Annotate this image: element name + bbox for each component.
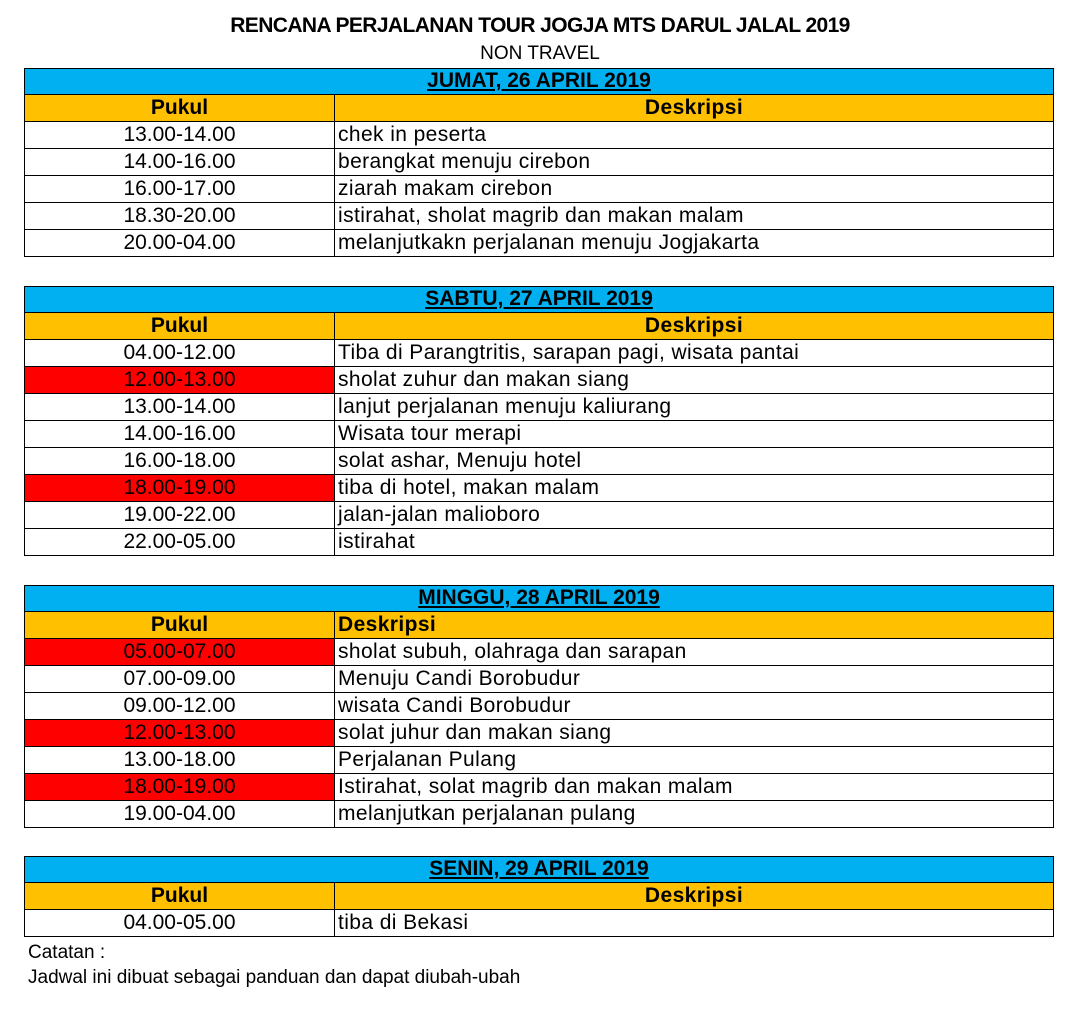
desc-cell: Perjalanan Pulang <box>338 748 517 771</box>
desc-cell: Tiba di Parangtritis, sarapan pagi, wisata pantai <box>338 341 800 364</box>
desc-cell: lanjut perjalanan menuju kaliurang <box>338 395 672 418</box>
table-row <box>24 122 1054 149</box>
table-row <box>24 394 1054 421</box>
desc-cell: tiba di hotel, makan malam <box>338 476 600 499</box>
time-cell: 07.00-09.00 <box>25 666 335 692</box>
table-row <box>24 774 1054 801</box>
time-cell: 18.30-20.00 <box>25 203 335 229</box>
page-title: RENCANA PERJALANAN TOUR JOGJA MTS DARUL JALAL 2019 <box>230 14 850 37</box>
desc-cell: istirahat <box>338 530 416 553</box>
time-cell: 19.00-04.00 <box>25 801 335 827</box>
table-row <box>24 639 1054 666</box>
table-row <box>24 367 1054 394</box>
time-cell: 13.00-14.00 <box>25 122 335 148</box>
column-header-time: Pukul <box>25 95 335 121</box>
day-heading: MINGGU, 28 APRIL 2019 <box>24 585 1054 612</box>
column-header-row <box>24 313 1054 340</box>
desc-cell: Wisata tour merapi <box>338 422 522 445</box>
note-text: Jadwal ini dibuat sebagai panduan dan dapat diubah-ubah <box>28 967 521 988</box>
day-heading: SABTU, 27 APRIL 2019 <box>24 286 1054 313</box>
table-row <box>24 230 1054 257</box>
desc-cell: wisata Candi Borobudur <box>338 694 571 717</box>
day-table-sabtu <box>24 286 1054 556</box>
column-header-desc: Deskripsi <box>644 96 744 119</box>
table-row <box>24 340 1054 367</box>
desc-cell: solat juhur dan makan siang <box>338 721 612 744</box>
desc-cell: tiba di Bekasi <box>338 911 469 934</box>
desc-cell: melanjutkan perjalanan pulang <box>338 802 636 825</box>
desc-cell: berangkat menuju cirebon <box>338 150 591 173</box>
table-row <box>24 203 1054 230</box>
table-row <box>24 176 1054 203</box>
table-row <box>24 666 1054 693</box>
time-cell: 09.00-12.00 <box>25 693 335 719</box>
table-row <box>24 693 1054 720</box>
desc-cell: melanjutkakn perjalanan menuju Jogjakarta <box>338 231 760 254</box>
column-header-row <box>24 612 1054 639</box>
desc-cell: solat ashar, Menuju hotel <box>338 449 582 472</box>
table-row <box>24 448 1054 475</box>
day-table-jumat <box>24 68 1054 257</box>
time-cell-highlighted: 18.00-19.00 <box>25 475 335 501</box>
time-cell-highlighted: 12.00-13.00 <box>25 367 335 393</box>
time-cell: 13.00-18.00 <box>25 747 335 773</box>
desc-cell: ziarah makam cirebon <box>338 177 553 200</box>
day-heading: SENIN, 29 APRIL 2019 <box>24 856 1054 883</box>
time-cell: 04.00-12.00 <box>25 340 335 366</box>
column-header-time: Pukul <box>25 612 335 638</box>
time-cell: 13.00-14.00 <box>25 394 335 420</box>
time-cell: 16.00-18.00 <box>25 448 335 474</box>
table-row <box>24 502 1054 529</box>
table-row <box>24 747 1054 774</box>
column-header-time: Pukul <box>25 313 335 339</box>
desc-cell: Istirahat, solat magrib dan makan malam <box>338 775 733 798</box>
table-row <box>24 149 1054 176</box>
day-table-minggu <box>24 585 1054 828</box>
time-cell: 14.00-16.00 <box>25 421 335 447</box>
table-row <box>24 720 1054 747</box>
desc-cell: sholat zuhur dan makan siang <box>338 368 630 391</box>
page-subtitle: NON TRAVEL <box>480 43 600 64</box>
table-row <box>24 910 1054 937</box>
table-row <box>24 801 1054 828</box>
time-cell: 22.00-05.00 <box>25 529 335 555</box>
time-cell: 14.00-16.00 <box>25 149 335 175</box>
desc-cell: jalan-jalan malioboro <box>338 503 541 526</box>
day-heading: JUMAT, 26 APRIL 2019 <box>24 68 1054 95</box>
desc-cell: Menuju Candi Borobudur <box>338 667 581 690</box>
time-cell: 20.00-04.00 <box>25 230 335 256</box>
table-row <box>24 529 1054 556</box>
column-header-row <box>24 883 1054 910</box>
column-header-row <box>24 95 1054 122</box>
table-row <box>24 421 1054 448</box>
time-cell: 19.00-22.00 <box>25 502 335 528</box>
time-cell-highlighted: 05.00-07.00 <box>25 639 335 665</box>
day-table-senin <box>24 856 1054 937</box>
time-cell: 04.00-05.00 <box>25 910 335 936</box>
note-label: Catatan : <box>28 942 106 963</box>
time-cell-highlighted: 18.00-19.00 <box>25 774 335 800</box>
time-cell: 16.00-17.00 <box>25 176 335 202</box>
column-header-desc: Deskripsi <box>644 314 744 337</box>
column-header-time: Pukul <box>25 883 335 909</box>
column-header-desc: Deskripsi <box>644 884 744 907</box>
column-header-desc: Deskripsi <box>338 613 437 636</box>
desc-cell: sholat subuh, olahraga dan sarapan <box>338 640 687 663</box>
table-row <box>24 475 1054 502</box>
time-cell-highlighted: 12.00-13.00 <box>25 720 335 746</box>
desc-cell: istirahat, sholat magrib dan makan malam <box>338 204 744 227</box>
desc-cell: chek in peserta <box>338 123 487 146</box>
